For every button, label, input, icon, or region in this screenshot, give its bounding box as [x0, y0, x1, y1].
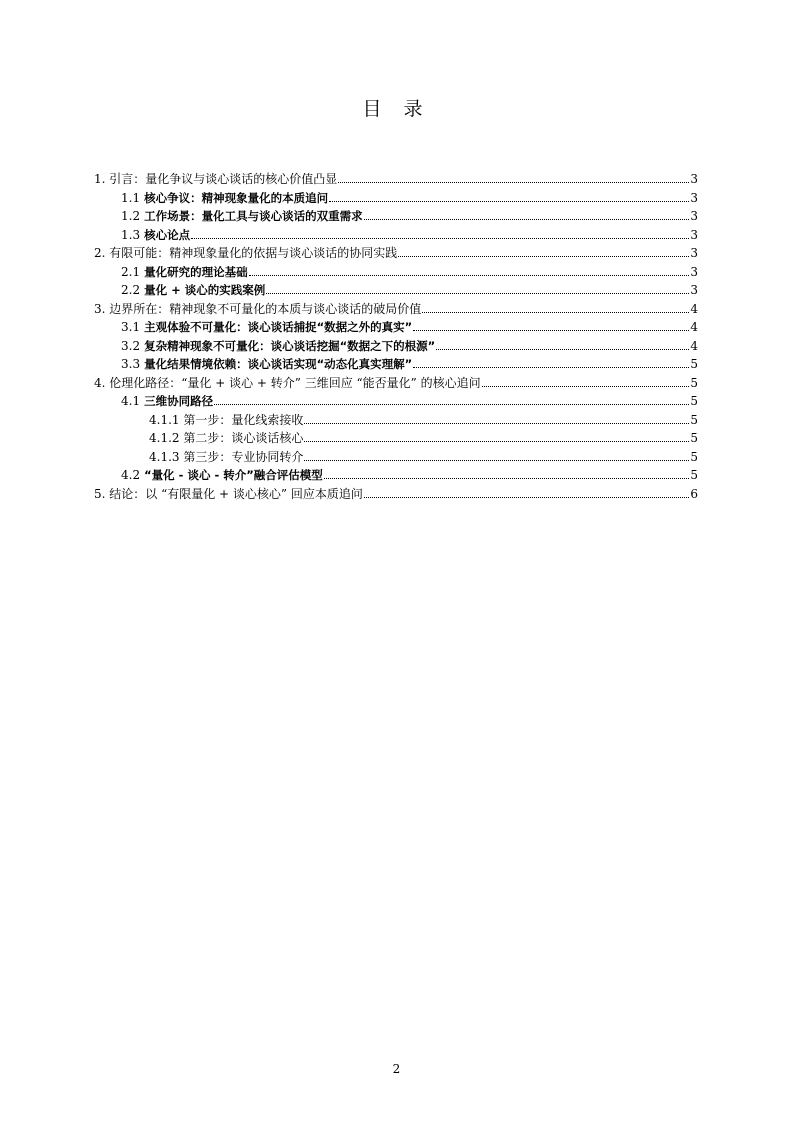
toc-entry-number: 3.1 [121, 320, 141, 334]
toc-entry-number: 1.1 [121, 190, 141, 205]
toc-entry-page: 5 [690, 412, 698, 427]
toc-entry-page: 4 [690, 338, 698, 353]
toc-entry[interactable] [94, 281, 698, 300]
toc-entry-number: 1. [94, 172, 106, 186]
toc-entry-number: 4.1.1 [149, 412, 180, 427]
toc-entry-text: 第二步：谈心谈话核心 [183, 431, 304, 445]
toc-entry-number: 2. [94, 246, 106, 260]
toc-entry-number: 1.3 [121, 227, 141, 242]
toc-entry-page: 5 [690, 375, 698, 390]
toc-entry[interactable] [94, 226, 698, 245]
toc-dot-leader [364, 497, 689, 498]
toc-entry-text: 结论：以 “有限量化 + 谈心核心” 回应本质追问 [109, 486, 363, 501]
toc-entry-text: 量化结果情境依赖：谈心谈话实现“动态化真实理解” [144, 357, 413, 371]
toc-entry-title [149, 411, 303, 430]
toc-dot-leader [364, 219, 690, 220]
toc-entry[interactable] [94, 392, 698, 411]
toc-dot-leader [422, 312, 689, 313]
toc-entry[interactable] [94, 170, 698, 189]
toc-entry-title [121, 355, 412, 374]
toc-dot-leader [191, 238, 689, 239]
toc-dot-leader [304, 441, 689, 442]
toc-dot-leader [249, 275, 690, 276]
toc-entry-title [94, 374, 481, 393]
table-of-contents [94, 170, 698, 503]
toc-entry-page: 5 [690, 394, 698, 408]
toc-entry[interactable] [94, 448, 698, 467]
toc-entry-number: 4.1.3 [149, 449, 180, 464]
toc-entry-text: 核心争议：精神现象量化的本质追问 [144, 190, 329, 205]
toc-entry-title [121, 318, 412, 337]
toc-entry-title [94, 300, 421, 319]
toc-entry[interactable] [94, 189, 698, 208]
toc-entry-title [121, 226, 190, 245]
toc-entry-page: 3 [690, 190, 698, 205]
toc-entry-number: 3.2 [121, 338, 141, 353]
toc-entry-text: 核心论点 [144, 227, 191, 242]
toc-entry[interactable] [94, 244, 698, 263]
toc-entry-text: 第三步：专业协同转介 [183, 449, 304, 464]
toc-entry-page: 3 [690, 264, 698, 279]
toc-entry-text: 伦理化路径：“量化 + 谈心 + 转介” 三维回应 “能否量化” 的核心追问 [109, 375, 481, 390]
toc-entry[interactable] [94, 355, 698, 374]
toc-entry-page: 3 [690, 283, 698, 297]
toc-dot-leader [413, 367, 689, 368]
toc-entry-text: “量化 - 谈心 - 转介”融合评估模型 [144, 468, 323, 482]
toc-entry-title [121, 392, 213, 411]
toc-entry-title [94, 170, 337, 189]
toc-entry-text: 复杂精神现象不可量化：谈心谈话挖掘“数据之下的根源” [144, 338, 436, 353]
toc-entry-title [121, 189, 328, 208]
toc-entry-text: 第一步：量化线索接收 [183, 412, 304, 427]
toc-dot-leader [304, 460, 689, 461]
toc-entry-text: 有限可能：精神现象量化的依据与谈心谈话的协同实践 [109, 246, 398, 260]
toc-entry[interactable] [94, 263, 698, 282]
toc-entry-page: 6 [690, 486, 698, 501]
toc-entry-number: 4.1 [121, 394, 141, 408]
toc-entry[interactable] [94, 411, 698, 430]
toc-entry[interactable] [94, 337, 698, 356]
toc-dot-leader [436, 349, 689, 350]
toc-entry-text: 主观体验不可量化：谈心谈话捕捉“数据之外的真实” [144, 320, 413, 334]
toc-entry-page: 4 [690, 320, 698, 334]
toc-entry-number: 2.1 [121, 264, 141, 279]
toc-entry-title [121, 263, 248, 282]
toc-entry[interactable] [94, 318, 698, 337]
toc-dot-leader [304, 423, 689, 424]
toc-entry-number: 4.2 [121, 468, 141, 482]
toc-entry-text: 边界所在：精神现象不可量化的本质与谈心谈话的破局价值 [109, 301, 422, 316]
toc-entry[interactable] [94, 300, 698, 319]
toc-dot-leader [413, 330, 689, 331]
toc-entry-title [94, 485, 363, 504]
toc-entry-text: 工作场景：量化工具与谈心谈话的双重需求 [144, 209, 363, 223]
toc-entry-text: 引言：量化争议与谈心谈话的核心价值凸显 [109, 172, 338, 186]
toc-entry-page: 5 [690, 468, 698, 482]
toc-entry-number: 1.2 [121, 209, 141, 223]
toc-entry-page: 4 [690, 301, 698, 316]
toc-entry-page: 3 [690, 209, 698, 223]
toc-entry-page: 3 [690, 246, 698, 260]
toc-entry[interactable] [94, 485, 698, 504]
toc-entry[interactable] [94, 466, 698, 485]
toc-entry-text: 三维协同路径 [144, 394, 214, 408]
page-title: 目 录 [362, 98, 431, 120]
toc-entry-title [121, 466, 323, 485]
toc-entry-page: 3 [690, 172, 698, 186]
toc-dot-leader [482, 386, 690, 387]
toc-entry-number: 4. [94, 375, 106, 390]
toc-entry-page: 5 [690, 449, 698, 464]
toc-entry-number: 4.1.2 [149, 431, 180, 445]
toc-entry-title [121, 281, 265, 300]
toc-entry-title [121, 207, 363, 226]
toc-entry-text: 量化研究的理论基础 [144, 264, 248, 279]
toc-entry-number: 2.2 [121, 283, 141, 297]
toc-entry-number: 5. [94, 486, 106, 501]
toc-entry-title [121, 337, 435, 356]
page-number: 2 [392, 1062, 401, 1076]
toc-entry[interactable] [94, 429, 698, 448]
toc-dot-leader [266, 293, 689, 294]
toc-entry-title [149, 448, 303, 467]
toc-dot-leader [338, 182, 689, 183]
toc-dot-leader [329, 201, 689, 202]
toc-entry[interactable] [94, 207, 698, 226]
toc-dot-leader [324, 478, 690, 479]
toc-entry-title [149, 429, 303, 448]
toc-entry-text: 量化 + 谈心的实践案例 [144, 283, 266, 297]
toc-entry-page: 5 [690, 431, 698, 445]
toc-entry-page: 5 [690, 357, 698, 371]
toc-entry-number: 3.3 [121, 357, 141, 371]
toc-entry-number: 3. [94, 301, 106, 316]
toc-entry-title [94, 244, 397, 263]
toc-entry-page: 3 [690, 227, 698, 242]
toc-entry[interactable] [94, 374, 698, 393]
toc-dot-leader [214, 404, 689, 405]
toc-dot-leader [398, 256, 689, 257]
